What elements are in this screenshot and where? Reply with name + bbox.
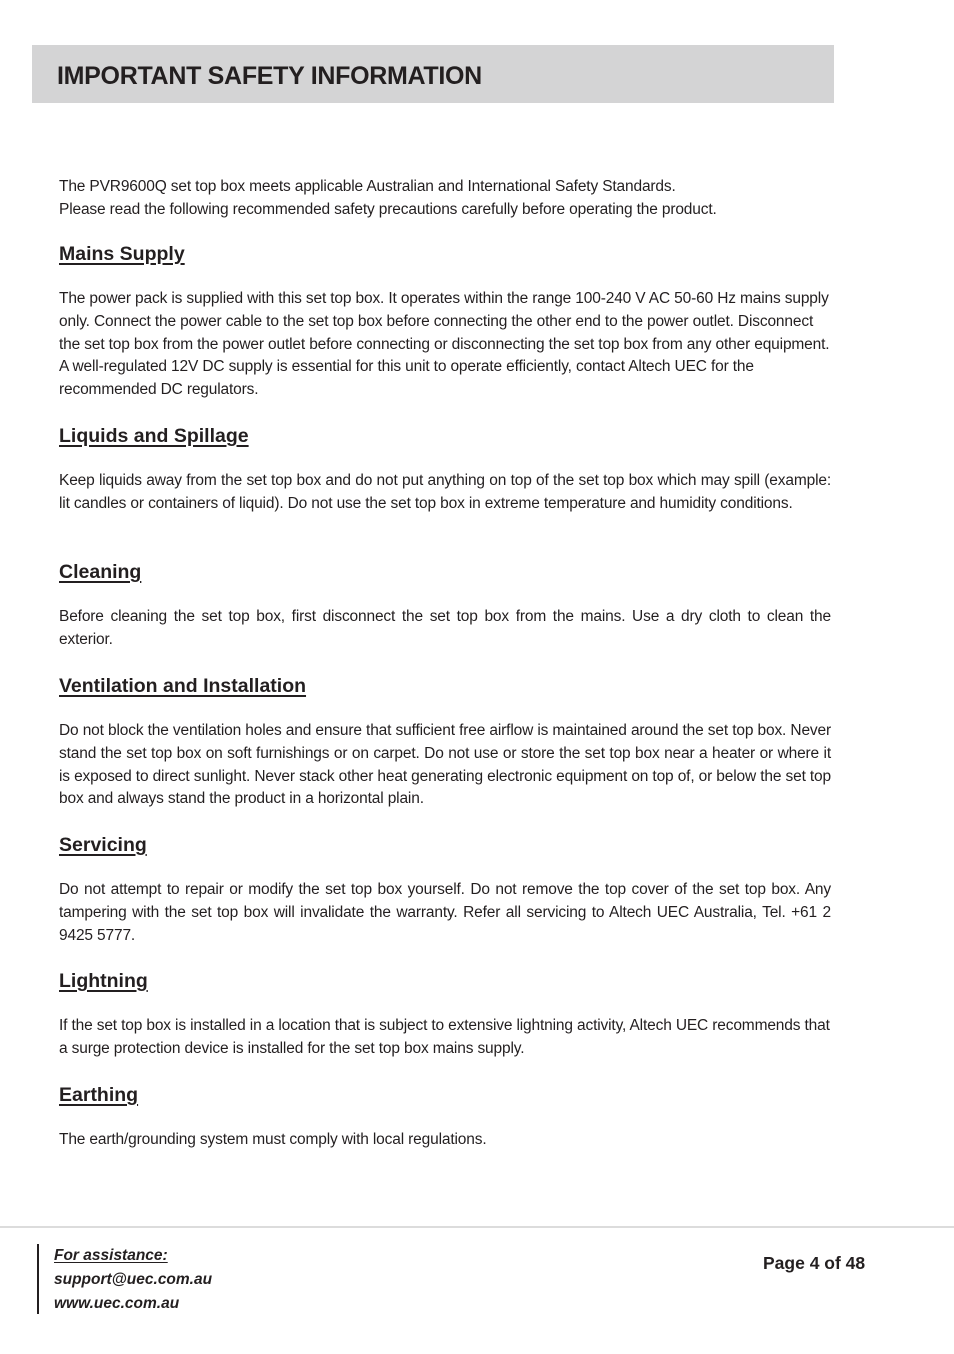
section-heading: Cleaning xyxy=(59,561,142,583)
page-number: Page 4 of 48 xyxy=(763,1253,866,1273)
section-body: If the set top box is installed in a location that is subject to extensive lightning activity, Altech UEC recommends that a surge protection device is installed for the set top box mains supply. xyxy=(59,1017,830,1057)
footer-divider xyxy=(0,1226,954,1228)
intro-line-2: Please read the following recommended safety precautions carefully before operating the product. xyxy=(59,200,717,218)
section-liquids-and-spillage xyxy=(59,424,831,516)
document-body xyxy=(59,176,831,1148)
section-body: Before cleaning the set top box, first disconnect the set top box from the mains. Use a dry cloth to clean the exterior. xyxy=(59,608,831,648)
page-title: IMPORTANT SAFETY INFORMATION xyxy=(57,62,482,90)
assistance-label: For assistance: xyxy=(54,1247,168,1264)
footer-contact xyxy=(54,1244,212,1316)
support-email-link[interactable]: support@uec.com.au xyxy=(54,1271,213,1288)
section-body: Do not attempt to repair or modify the set top box yourself. Do not remove the top cover of the set top box. Any tampering with the set top box will invalidate the warranty. Refer all servicing to Altech UEC Australia, Tel. +61 2 9425 5777. xyxy=(59,881,831,944)
section-body: The earth/grounding system must comply with local regulations. xyxy=(59,1131,487,1148)
section-servicing xyxy=(59,833,831,947)
section-heading: Liquids and Spillage xyxy=(59,425,249,447)
section-heading: Earthing xyxy=(59,1084,139,1106)
section-body: The power pack is supplied with this set top box. It operates within the range 100-240 V AC 50-60 Hz mains supply only. Connect the power cable to the set top box before connecting the other end to the power outlet. Disconnect the set top box from the power outlet before connecting or disconnecting the set top box from any other equipment. A well-regulated 12V DC supply is essential for this unit to operate efficiently, contact Altech UEC for the recommended DC regulators. xyxy=(59,290,830,399)
footer-accent-bar xyxy=(37,1244,39,1314)
section-cleaning xyxy=(59,560,831,652)
section-body: Do not block the ventilation holes and ensure that sufficient free airflow is maintained around the set top box. Never stand the set top box on soft furnishings or on carpet. Do not use or store the set top box near a heater or where it is exposed to direct sunlight. Never stack other heat generating electronic equipment on top of, or below the set top box and always stand the product in a horizontal plain. xyxy=(59,722,831,808)
section-heading: Ventilation and Installation xyxy=(59,675,307,697)
section-earthing xyxy=(59,1083,831,1152)
intro-line-1: The PVR9600Q set top box meets applicable Australian and International Safety Standards. xyxy=(59,178,676,195)
section-heading: Servicing xyxy=(59,834,147,856)
section-heading: Lightning xyxy=(59,970,148,992)
title-banner xyxy=(32,45,834,103)
section-body: Keep liquids away from the set top box and do not put anything on top of the set top box which may spill (example: lit candles or containers of liquid). Do not use the set top box in extreme temperature and humidity conditions. xyxy=(59,472,831,512)
intro-paragraph xyxy=(59,176,831,221)
section-mains-supply xyxy=(59,242,831,402)
section-ventilation-and-installation xyxy=(59,674,831,811)
section-heading: Mains Supply xyxy=(59,243,185,265)
section-lightning xyxy=(59,969,831,1061)
website-link[interactable]: www.uec.com.au xyxy=(54,1295,180,1312)
